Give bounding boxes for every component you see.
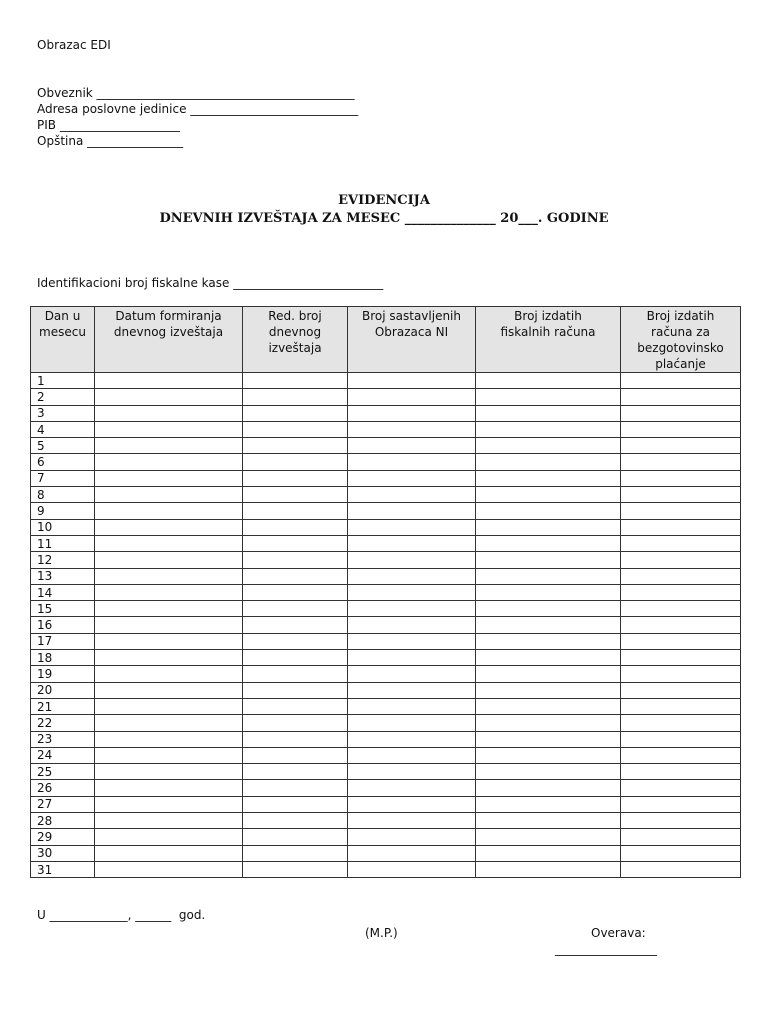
- report-date-cell[interactable]: [95, 601, 243, 617]
- table-row: [31, 633, 741, 649]
- report-date-cell[interactable]: [95, 698, 243, 714]
- cashless-receipts-cell[interactable]: [621, 715, 741, 731]
- day-cell: 19: [31, 666, 95, 682]
- table-row: [31, 764, 741, 780]
- table-row: [31, 519, 741, 535]
- daily-reports-table: [30, 306, 741, 878]
- table-row: [31, 454, 741, 470]
- report-number-cell[interactable]: [243, 666, 348, 682]
- table-row: [31, 861, 741, 877]
- cashless-receipts-cell[interactable]: [621, 519, 741, 535]
- fiscal-receipts-cell[interactable]: [476, 535, 621, 551]
- fiscal-receipts-cell[interactable]: [476, 617, 621, 633]
- report-date-cell[interactable]: [95, 682, 243, 698]
- ni-forms-cell[interactable]: [348, 568, 476, 584]
- day-cell: 3: [31, 405, 95, 421]
- cashless-receipts-cell[interactable]: [621, 454, 741, 470]
- day-cell: 13: [31, 568, 95, 584]
- cashless-receipts-cell[interactable]: [621, 747, 741, 763]
- report-date-cell[interactable]: [95, 470, 243, 486]
- day-cell: 29: [31, 829, 95, 845]
- cashless-receipts-cell[interactable]: [621, 796, 741, 812]
- place-date-field: U _____________, ______ god.: [37, 908, 206, 922]
- report-date-cell[interactable]: [95, 715, 243, 731]
- cashless-receipts-cell[interactable]: [621, 633, 741, 649]
- cashless-receipts-cell[interactable]: [621, 861, 741, 877]
- day-cell: 2: [31, 389, 95, 405]
- report-number-cell[interactable]: [243, 633, 348, 649]
- day-cell: 20: [31, 682, 95, 698]
- report-number-cell[interactable]: [243, 764, 348, 780]
- fiscal-receipts-cell[interactable]: [476, 796, 621, 812]
- report-date-cell[interactable]: [95, 421, 243, 437]
- day-cell: 11: [31, 535, 95, 551]
- document-subtitle: DNEVNIH IZVEŠTAJA ZA MESEC ______________ 20___. GODINE: [159, 211, 609, 226]
- cashless-receipts-cell[interactable]: [621, 373, 741, 389]
- fiscal-receipts-cell[interactable]: [476, 845, 621, 861]
- report-date-cell[interactable]: [95, 373, 243, 389]
- column-header-report-number: Red. broj dnevnog izveštaja: [243, 307, 348, 373]
- cashless-receipts-cell[interactable]: [621, 764, 741, 780]
- ni-forms-cell[interactable]: [348, 829, 476, 845]
- fiscal-receipts-cell[interactable]: [476, 813, 621, 829]
- report-date-cell[interactable]: [95, 487, 243, 503]
- ni-forms-cell[interactable]: [348, 747, 476, 763]
- cashless-receipts-cell[interactable]: [621, 487, 741, 503]
- table-row: [31, 617, 741, 633]
- fiscal-receipts-cell[interactable]: [476, 601, 621, 617]
- cashless-receipts-cell[interactable]: [621, 470, 741, 486]
- day-cell: 17: [31, 633, 95, 649]
- pib-field: PIB ____________________: [37, 118, 180, 132]
- report-date-cell[interactable]: [95, 829, 243, 845]
- report-date-cell[interactable]: [95, 535, 243, 551]
- form-code: Obrazac EDI: [37, 38, 111, 52]
- fiscal-receipts-cell[interactable]: [476, 829, 621, 845]
- day-cell: 21: [31, 698, 95, 714]
- municipality-field: Opština ________________: [37, 134, 184, 148]
- day-cell: 26: [31, 780, 95, 796]
- cashless-receipts-cell[interactable]: [621, 682, 741, 698]
- fiscal-receipts-cell[interactable]: [476, 584, 621, 600]
- fiscal-receipts-cell[interactable]: [476, 519, 621, 535]
- ni-forms-cell[interactable]: [348, 731, 476, 747]
- fiscal-receipts-cell[interactable]: [476, 731, 621, 747]
- fiscal-receipts-cell[interactable]: [476, 470, 621, 486]
- table-row: [31, 715, 741, 731]
- report-date-cell[interactable]: [95, 845, 243, 861]
- cashless-receipts-cell[interactable]: [621, 584, 741, 600]
- ni-forms-cell[interactable]: [348, 503, 476, 519]
- day-cell: 1: [31, 373, 95, 389]
- report-date-cell[interactable]: [95, 405, 243, 421]
- fiscal-receipts-cell[interactable]: [476, 373, 621, 389]
- day-cell: 23: [31, 731, 95, 747]
- report-number-cell[interactable]: [243, 601, 348, 617]
- table-row: [31, 601, 741, 617]
- table-row: [31, 584, 741, 600]
- obveznik-field: Obveznik ___________________________________________: [37, 86, 355, 100]
- table-row: [31, 780, 741, 796]
- day-cell: 10: [31, 519, 95, 535]
- report-date-cell[interactable]: [95, 438, 243, 454]
- day-cell: 31: [31, 861, 95, 877]
- day-cell: 7: [31, 470, 95, 486]
- cashless-receipts-cell[interactable]: [621, 552, 741, 568]
- column-header-ni-forms-count: Broj sastavljenih Obrazaca NI: [348, 307, 476, 373]
- fiscal-receipts-cell[interactable]: [476, 438, 621, 454]
- table-body: [31, 373, 741, 878]
- cashless-receipts-cell[interactable]: [621, 650, 741, 666]
- report-number-cell[interactable]: [243, 503, 348, 519]
- ni-forms-cell[interactable]: [348, 617, 476, 633]
- day-cell: 5: [31, 438, 95, 454]
- fiscal-receipts-cell[interactable]: [476, 552, 621, 568]
- report-date-cell[interactable]: [95, 552, 243, 568]
- ni-forms-cell[interactable]: [348, 438, 476, 454]
- table-row: [31, 421, 741, 437]
- fiscal-receipts-cell[interactable]: [476, 421, 621, 437]
- table-row: [31, 552, 741, 568]
- report-date-cell[interactable]: [95, 584, 243, 600]
- report-number-cell[interactable]: [243, 421, 348, 437]
- table-row: [31, 813, 741, 829]
- fiscal-receipts-cell[interactable]: [476, 682, 621, 698]
- ni-forms-cell[interactable]: [348, 389, 476, 405]
- cashless-receipts-cell[interactable]: [621, 845, 741, 861]
- ni-forms-cell[interactable]: [348, 552, 476, 568]
- day-cell: 9: [31, 503, 95, 519]
- table-row: [31, 698, 741, 714]
- ni-forms-cell[interactable]: [348, 519, 476, 535]
- report-number-cell[interactable]: [243, 650, 348, 666]
- cashless-receipts-cell[interactable]: [621, 405, 741, 421]
- ni-forms-cell[interactable]: [348, 454, 476, 470]
- ni-forms-cell[interactable]: [348, 780, 476, 796]
- report-number-cell[interactable]: [243, 454, 348, 470]
- day-cell: 25: [31, 764, 95, 780]
- table-row: [31, 650, 741, 666]
- table-row: [31, 405, 741, 421]
- table-row: [31, 373, 741, 389]
- day-cell: 16: [31, 617, 95, 633]
- report-number-cell[interactable]: [243, 519, 348, 535]
- column-header-day: Dan u mesecu: [31, 307, 95, 373]
- fiscal-receipts-cell[interactable]: [476, 568, 621, 584]
- day-cell: 15: [31, 601, 95, 617]
- day-cell: 4: [31, 421, 95, 437]
- report-number-cell[interactable]: [243, 731, 348, 747]
- cashless-receipts-cell[interactable]: [621, 731, 741, 747]
- report-number-cell[interactable]: [243, 682, 348, 698]
- ni-forms-cell[interactable]: [348, 421, 476, 437]
- report-number-cell[interactable]: [243, 617, 348, 633]
- fiscal-receipts-cell[interactable]: [476, 503, 621, 519]
- ni-forms-cell[interactable]: [348, 535, 476, 551]
- table-row: [31, 731, 741, 747]
- report-date-cell[interactable]: [95, 747, 243, 763]
- table-header-row: [31, 307, 741, 373]
- ni-forms-cell[interactable]: [348, 650, 476, 666]
- ni-forms-cell[interactable]: [348, 601, 476, 617]
- day-cell: 14: [31, 584, 95, 600]
- cashless-receipts-cell[interactable]: [621, 666, 741, 682]
- column-header-fiscal-receipts-count: Broj izdatih fiskalnih računa: [476, 307, 621, 373]
- report-date-cell[interactable]: [95, 861, 243, 877]
- fiscal-receipts-cell[interactable]: [476, 405, 621, 421]
- table-row: [31, 829, 741, 845]
- table-row: [31, 568, 741, 584]
- report-date-cell[interactable]: [95, 519, 243, 535]
- cashless-receipts-cell[interactable]: [621, 503, 741, 519]
- signature-line: _________________: [555, 942, 657, 956]
- fiscal-receipts-cell[interactable]: [476, 454, 621, 470]
- report-number-cell[interactable]: [243, 487, 348, 503]
- fiscal-receipts-cell[interactable]: [476, 861, 621, 877]
- fiscal-receipts-cell[interactable]: [476, 650, 621, 666]
- certify-label: Overava:: [591, 926, 646, 940]
- table-row: [31, 535, 741, 551]
- cashless-receipts-cell[interactable]: [621, 389, 741, 405]
- cashless-receipts-cell[interactable]: [621, 617, 741, 633]
- fiscal-register-id-field: Identifikacioni broj fiskalne kase _________________________: [37, 276, 384, 290]
- table-row: [31, 682, 741, 698]
- report-number-cell[interactable]: [243, 796, 348, 812]
- day-cell: 12: [31, 552, 95, 568]
- table-row: [31, 503, 741, 519]
- report-date-cell[interactable]: [95, 633, 243, 649]
- fiscal-receipts-cell[interactable]: [476, 780, 621, 796]
- ni-forms-cell[interactable]: [348, 405, 476, 421]
- table-row: [31, 487, 741, 503]
- report-date-cell[interactable]: [95, 796, 243, 812]
- report-date-cell[interactable]: [95, 666, 243, 682]
- cashless-receipts-cell[interactable]: [621, 829, 741, 845]
- report-number-cell[interactable]: [243, 813, 348, 829]
- report-date-cell[interactable]: [95, 764, 243, 780]
- table-row: [31, 389, 741, 405]
- report-number-cell[interactable]: [243, 470, 348, 486]
- report-number-cell[interactable]: [243, 829, 348, 845]
- ni-forms-cell[interactable]: [348, 861, 476, 877]
- report-number-cell[interactable]: [243, 438, 348, 454]
- fiscal-receipts-cell[interactable]: [476, 487, 621, 503]
- day-cell: 27: [31, 796, 95, 812]
- day-cell: 28: [31, 813, 95, 829]
- ni-forms-cell[interactable]: [348, 487, 476, 503]
- ni-forms-cell[interactable]: [348, 796, 476, 812]
- table-row: [31, 438, 741, 454]
- report-number-cell[interactable]: [243, 715, 348, 731]
- cashless-receipts-cell[interactable]: [621, 568, 741, 584]
- ni-forms-cell[interactable]: [348, 698, 476, 714]
- day-cell: 6: [31, 454, 95, 470]
- cashless-receipts-cell[interactable]: [621, 601, 741, 617]
- column-header-report-date: Datum formiranja dnevnog izveštaja: [95, 307, 243, 373]
- report-number-cell[interactable]: [243, 780, 348, 796]
- cashless-receipts-cell[interactable]: [621, 421, 741, 437]
- report-date-cell[interactable]: [95, 454, 243, 470]
- report-number-cell[interactable]: [243, 535, 348, 551]
- fiscal-receipts-cell[interactable]: [476, 666, 621, 682]
- ni-forms-cell[interactable]: [348, 764, 476, 780]
- ni-forms-cell[interactable]: [348, 845, 476, 861]
- fiscal-receipts-cell[interactable]: [476, 633, 621, 649]
- cashless-receipts-cell[interactable]: [621, 535, 741, 551]
- ni-forms-cell[interactable]: [348, 813, 476, 829]
- day-cell: 24: [31, 747, 95, 763]
- ni-forms-cell[interactable]: [348, 715, 476, 731]
- cashless-receipts-cell[interactable]: [621, 438, 741, 454]
- cashless-receipts-cell[interactable]: [621, 813, 741, 829]
- ni-forms-cell[interactable]: [348, 584, 476, 600]
- day-cell: 30: [31, 845, 95, 861]
- table-row: [31, 470, 741, 486]
- ni-forms-cell[interactable]: [348, 633, 476, 649]
- table-row: [31, 747, 741, 763]
- column-header-cashless-receipts-count: Broj izdatih računa za bezgotovinsko plaćanje: [621, 307, 741, 373]
- cashless-receipts-cell[interactable]: [621, 780, 741, 796]
- fiscal-receipts-cell[interactable]: [476, 747, 621, 763]
- report-number-cell[interactable]: [243, 389, 348, 405]
- report-number-cell[interactable]: [243, 568, 348, 584]
- report-date-cell[interactable]: [95, 780, 243, 796]
- fiscal-receipts-cell[interactable]: [476, 698, 621, 714]
- report-date-cell[interactable]: [95, 650, 243, 666]
- report-date-cell[interactable]: [95, 731, 243, 747]
- report-date-cell[interactable]: [95, 389, 243, 405]
- document-title: EVIDENCIJA: [338, 193, 430, 208]
- report-number-cell[interactable]: [243, 698, 348, 714]
- fiscal-receipts-cell[interactable]: [476, 715, 621, 731]
- ni-forms-cell[interactable]: [348, 682, 476, 698]
- table-row: [31, 796, 741, 812]
- table-row: [31, 666, 741, 682]
- day-cell: 18: [31, 650, 95, 666]
- business-unit-address-field: Adresa poslovne jedinice ____________________________: [37, 102, 359, 116]
- report-number-cell[interactable]: [243, 861, 348, 877]
- day-cell: 22: [31, 715, 95, 731]
- ni-forms-cell[interactable]: [348, 470, 476, 486]
- report-date-cell[interactable]: [95, 503, 243, 519]
- report-number-cell[interactable]: [243, 552, 348, 568]
- ni-forms-cell[interactable]: [348, 666, 476, 682]
- table-row: [31, 845, 741, 861]
- report-number-cell[interactable]: [243, 584, 348, 600]
- stamp-placeholder: (M.P.): [365, 926, 398, 940]
- day-cell: 8: [31, 487, 95, 503]
- report-number-cell[interactable]: [243, 405, 348, 421]
- cashless-receipts-cell[interactable]: [621, 698, 741, 714]
- report-number-cell[interactable]: [243, 373, 348, 389]
- report-number-cell[interactable]: [243, 747, 348, 763]
- report-date-cell[interactable]: [95, 813, 243, 829]
- fiscal-receipts-cell[interactable]: [476, 764, 621, 780]
- fiscal-receipts-cell[interactable]: [476, 389, 621, 405]
- report-date-cell[interactable]: [95, 568, 243, 584]
- report-number-cell[interactable]: [243, 845, 348, 861]
- report-date-cell[interactable]: [95, 617, 243, 633]
- ni-forms-cell[interactable]: [348, 373, 476, 389]
